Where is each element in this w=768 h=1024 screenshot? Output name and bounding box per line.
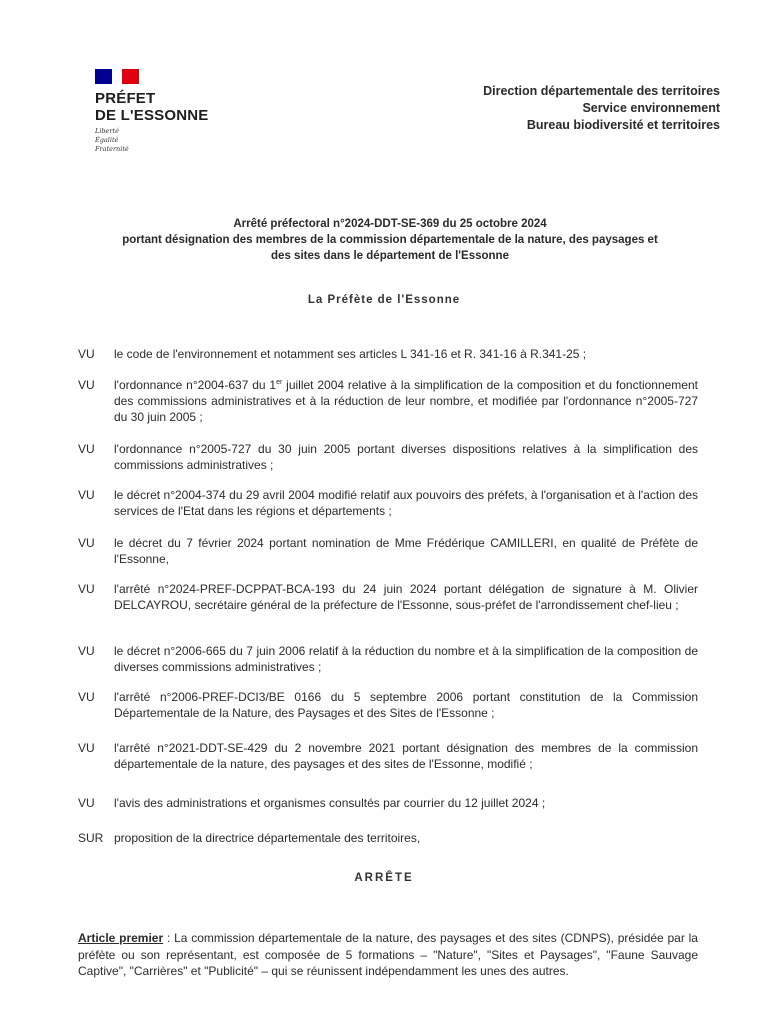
french-flag-icon	[95, 69, 139, 84]
logo-title	[95, 90, 245, 124]
decision-heading: ARRÊTE	[354, 872, 414, 884]
consideration-text: le décret n°2006-665 du 7 juin 2006 relatif à la réduction du nombre et à la simplification de la composition de diverses commissions administratives ;	[114, 644, 698, 674]
service-bureau: Bureau biodiversité et territoires	[526, 118, 720, 132]
consideration-keyword: VU	[78, 488, 95, 502]
consideration-text: l'avis des administrations et organismes consultés par courrier du 12 juillet 2024 ;	[114, 796, 546, 810]
article-separator: :	[163, 931, 175, 945]
consideration-text: le code de l'environnement et notamment ses articles L 341-16 et R. 341-16 à R.341-25 ;	[114, 347, 587, 361]
consideration-text: le décret du 7 février 2024 portant nomination de Mme Frédérique CAMILLERI, en qualité de Préfète de l'Essonne,	[114, 536, 698, 566]
consideration-text: l'arrêté n°2006-PREF-DCI3/BE 0166 du 5 septembre 2006 portant constitution de la Commission Départementale de la Nature, des Paysages et des Sites de l'Essonne ;	[114, 690, 698, 720]
consideration-text: l'arrêté n°2024-PREF-DCPPAT-BCA-193 du 24 juin 2024 portant délégation de signature à M. Olivier DELCAYROU, secrétaire général de la préfecture de l'Essonne, sous-préfet de l'arrondissement chef-lieu ;	[114, 582, 698, 612]
article-label: Article premier	[78, 931, 164, 945]
authority-heading: La Préfète de l'Essonne	[307, 294, 461, 306]
consideration-keyword: VU	[78, 442, 95, 456]
article-premier	[78, 930, 698, 980]
consideration-text: l'arrêté n°2021-DDT-SE-429 du 2 novembre 2021 portant désignation des membres de la commission départementale de la nature, des paysages et des sites de l'Essonne, modifié ;	[114, 741, 698, 771]
motto-egalite: Égalité	[95, 136, 119, 144]
consideration-keyword: VU	[78, 690, 95, 704]
decree-title-line2: portant désignation des membres de la commission départementale de la nature, des paysages et	[122, 234, 658, 246]
consideration-text: l'ordonnance n°2005-727 du 30 juin 2005 portant diverses dispositions relatives à la simplification des commissions administratives ;	[114, 442, 698, 472]
issuing-service	[483, 83, 720, 134]
consideration-keyword: VU	[78, 536, 95, 550]
republic-motto	[95, 127, 245, 154]
decree-title-line3: des sites dans le département de l'Essonne	[271, 250, 509, 262]
consideration-keyword: SUR	[78, 831, 104, 845]
consideration-keyword: VU	[78, 378, 95, 392]
consideration-text: le décret n°2004-374 du 29 avril 2004 modifié relatif aux pouvoirs des préfets, à l'organisation et à l'action des services de l'Etat dans les régions et départements ;	[114, 488, 698, 518]
logo-title-line2: DE L'ESSONNE	[95, 107, 209, 124]
motto-fraternite: Fraternité	[95, 145, 129, 153]
decree-title	[60, 216, 720, 264]
article-text: La commission départementale de la nature, des paysages et des sites (CDNPS), présidée par la préfète ou son représentant, est composée de 5 formations – "Nature", "Sites et Paysages", "Faune Sauvage Captive", "Carrières" et "Publicité" – qui se réunissent indépendamment les unes des autres.	[78, 931, 698, 978]
consideration-keyword: VU	[78, 644, 95, 658]
consideration-keyword: VU	[78, 741, 95, 755]
consideration-keyword: VU	[78, 582, 95, 596]
service-direction: Direction départementale des territoires	[483, 84, 720, 98]
motto-liberte: Liberté	[95, 127, 119, 135]
prefet-essonne-logo	[95, 69, 245, 154]
logo-title-line1: PRÉFET	[95, 90, 156, 107]
consideration-keyword: VU	[78, 796, 95, 810]
service-name: Service environnement	[582, 101, 720, 115]
consideration-text: l'ordonnance n°2004-637 du 1er juillet 2004 relative à la simplification de la composition et du fonctionnement des commissions administratives et à la réduction de leur nombre, et modifiée par l'ordonnance n°2005-727 du 30 juin 2005 ;	[114, 378, 698, 424]
consideration-text: proposition de la directrice départementale des territoires,	[114, 831, 421, 845]
decree-title-line1: Arrêté préfectoral n°2024-DDT-SE-369 du 25 octobre 2024	[233, 218, 547, 230]
consideration-keyword: VU	[78, 347, 95, 361]
